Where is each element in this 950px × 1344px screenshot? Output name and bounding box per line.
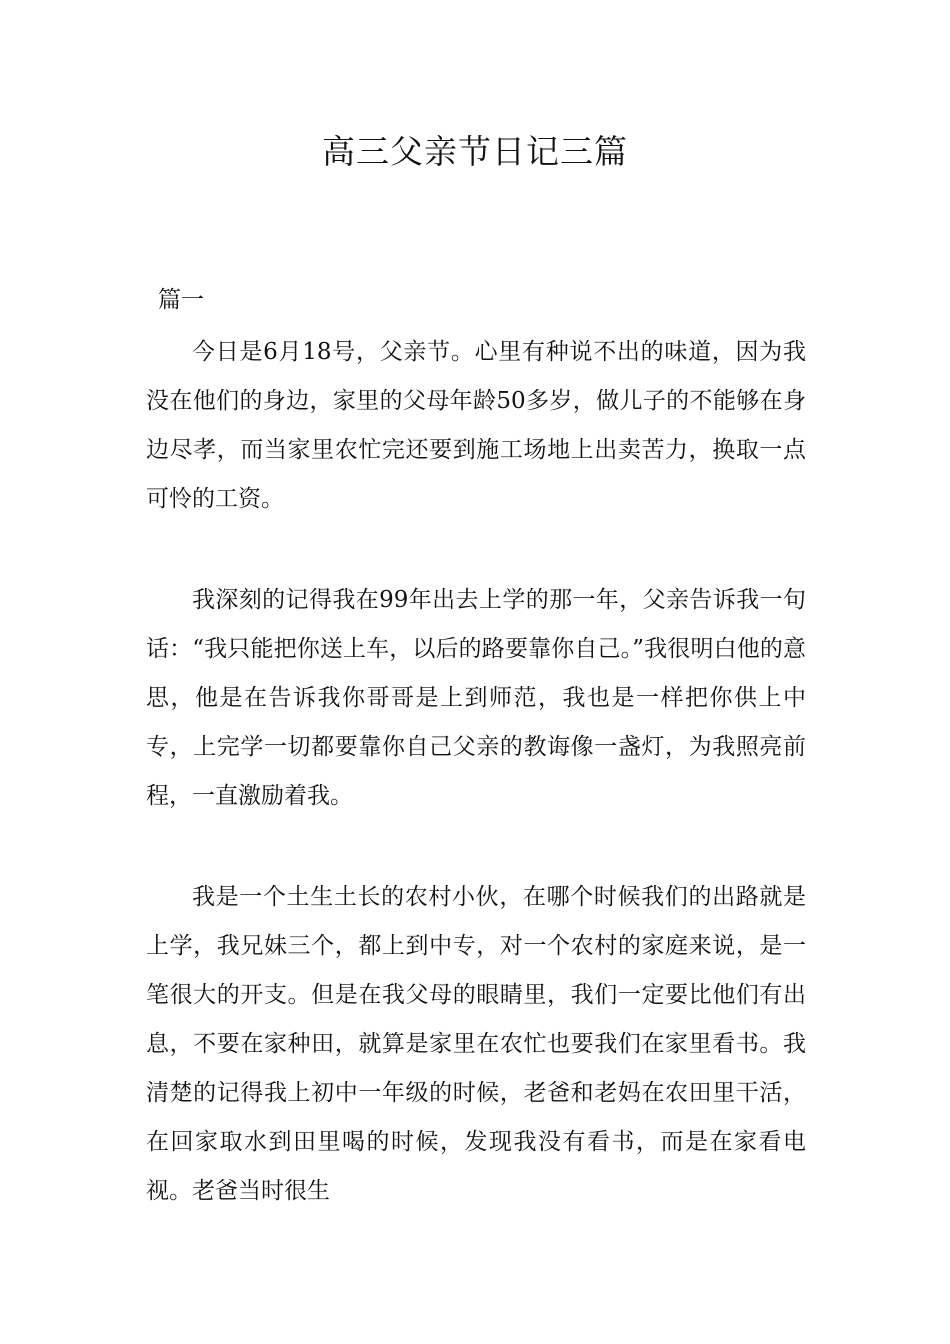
paragraph-1: 今日是6月18号，父亲节。心里有种说不出的味道，因为我没在他们的身边，家里的父母年龄50多岁，做儿子的不能够在身边尽孝，而当家里农忙完还要到施工场地上出卖苦力，换取一点可怜的工资。 [146,339,806,512]
paragraph-2: 我深刻的记得我在99年出去上学的那一年，父亲告诉我一句话：“我只能把你送上车，以后的路要靠你自己。”我很明白他的意思，他是在告诉我你哥哥是上到师范，我也是一样把你供上中专，上完学一切都要靠你自己父亲的教诲像一盏灯，为我照亮前程，一直激励着我。 [146,587,806,809]
document-title: 高三父亲节日记三篇 [322,132,628,171]
section-label: 篇一 [158,287,204,313]
paragraph-3: 我是一个土生土长的农村小伙，在哪个时候我们的出路就是上学，我兄妹三个，都上到中专，对一个农村的家庭来说，是一笔很大的开支。但是在我父母的眼睛里，我们一定要比他们有出息，不要在家种田，就算是家里在农忙也要我们在家里看书。我清楚的记得我上初中一年级的时候，老爸和老妈在农田里干活，在回家取水到田里喝的时候，发现我没有看书，而是在家看电视。老爸当时很生 [146,884,806,1204]
